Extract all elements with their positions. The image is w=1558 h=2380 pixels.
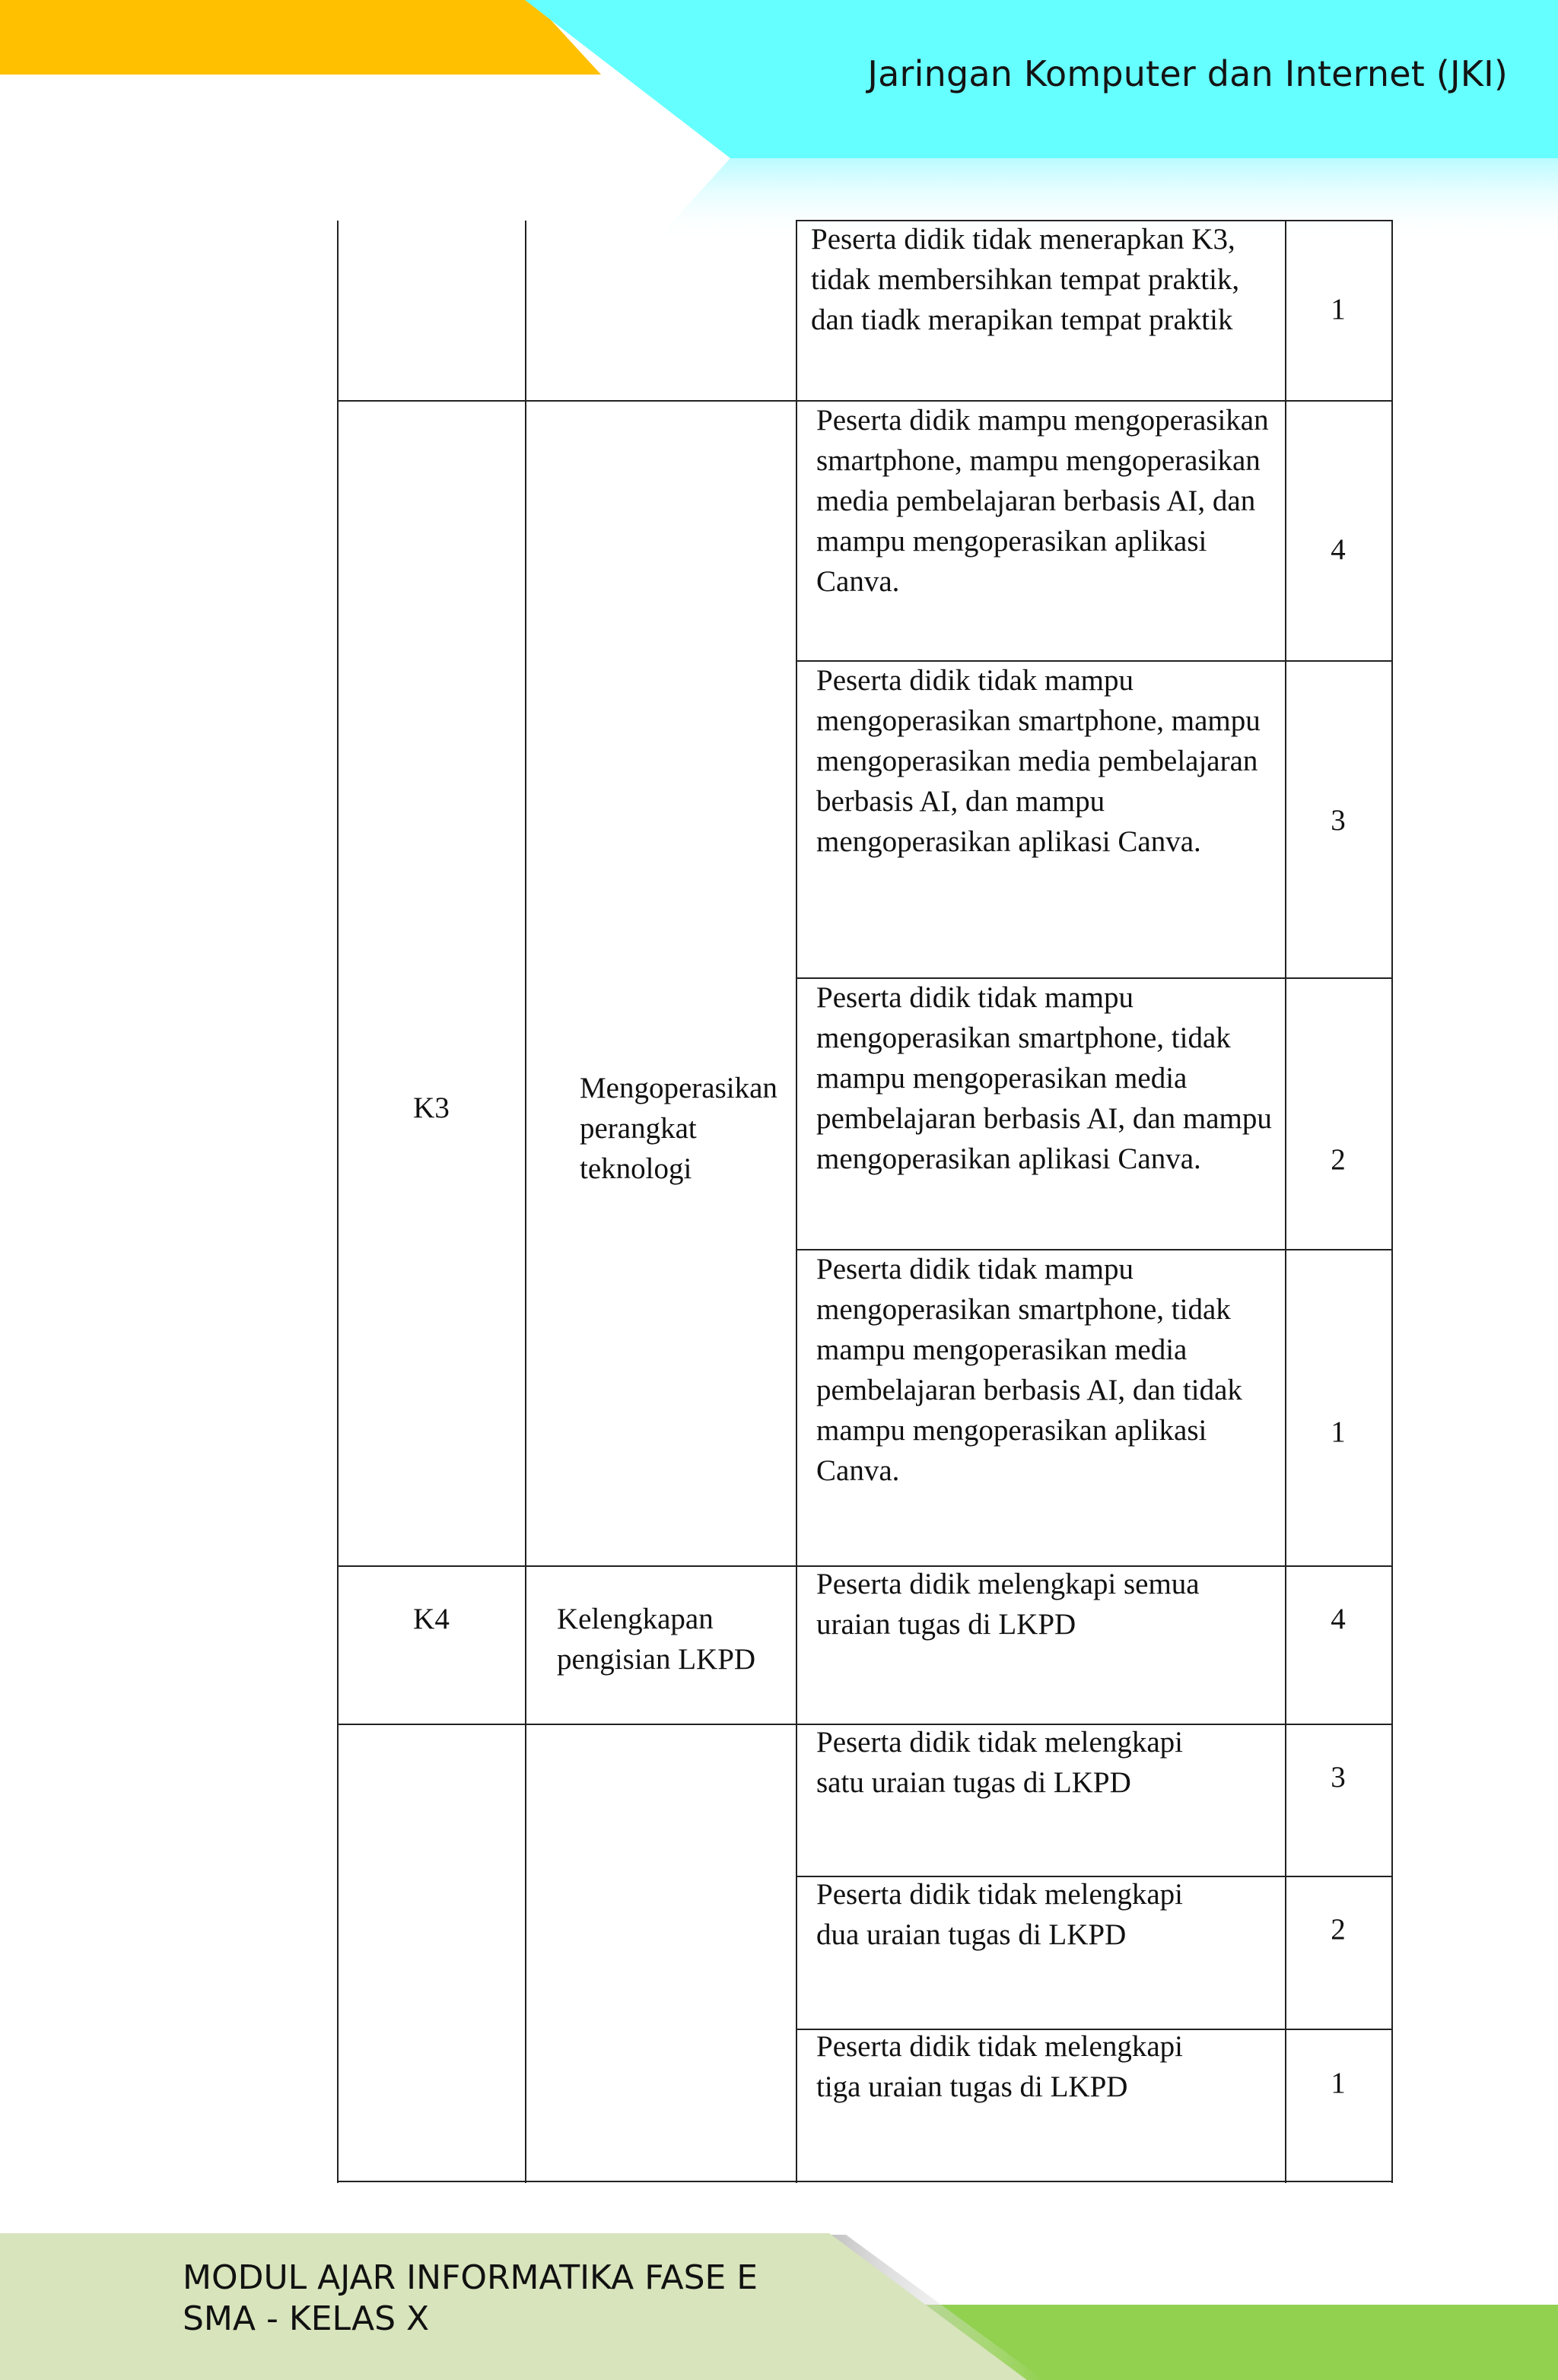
k4-level-1-score: 1: [1331, 2067, 1346, 2099]
k4-level-3-description: Peserta didik tidak melengkapi satu uraian tugas di LKPD: [816, 1726, 1183, 1799]
k4-level-4-description: Peserta didik melengkapi semua uraian tugas di LKPD: [816, 1568, 1200, 1641]
k3-level-2-score: 2: [1331, 1143, 1346, 1176]
k4-level-3-score: 3: [1331, 1761, 1346, 1794]
k4-level-2-description: Peserta didik tidak melengkapi dua uraian tugas di LKPD: [816, 1878, 1183, 1951]
footer-line-2: SMA - KELAS X: [183, 2299, 430, 2338]
k3-criteria: Mengoperasikan perangkat teknologi: [580, 1072, 777, 1185]
table-col-line-5: [1391, 221, 1393, 2183]
k4-level-4-score: 4: [1331, 1603, 1346, 1635]
k3-code: K3: [413, 1091, 450, 1124]
k3-level-2-description: Peserta didik tidak mampu mengoperasikan smartphone, tidak mampu mengoperasikan media pembelajaran berbasis AI, dan mampu mengoperasikan aplikasi Canva.: [816, 981, 1272, 1175]
k3-level-3-description: Peserta didik tidak mampu mengoperasikan smartphone, mampu mengoperasikan media pembelajaran berbasis AI, dan mampu mengoperasikan aplikasi Canva.: [816, 664, 1261, 858]
table-col-line-2: [525, 221, 526, 2183]
row0-score: 1: [1331, 293, 1346, 326]
k4-level-1-description: Peserta didik tidak melengkapi tiga uraian tugas di LKPD: [816, 2030, 1183, 2103]
k4-criteria: Kelengkapan pengisian LKPD: [557, 1603, 756, 1676]
table-col-line-1: [337, 221, 339, 2183]
footer-module-label: [183, 2258, 758, 2340]
k4-level-2-score: 2: [1331, 1913, 1346, 1946]
k3-level-4-score: 4: [1331, 533, 1346, 566]
header-title: Jaringan Komputer dan Internet (JKI): [867, 53, 1508, 94]
row0-description: Peserta didik tidak menerapkan K3, tidak membersihkan tempat praktik, dan tiadk merapikan tempat praktik: [811, 223, 1240, 336]
k3-level-3-score: 3: [1331, 804, 1346, 837]
table-col-line-3: [796, 221, 797, 2183]
table-row-line-bottom: [337, 2181, 1393, 2182]
k4-code: K4: [413, 1603, 450, 1635]
k3-level-1-score: 1: [1331, 1416, 1346, 1448]
footer-line-1: MODUL AJAR INFORMATIKA FASE E: [183, 2258, 758, 2297]
k3-level-4-description: Peserta didik mampu mengoperasikan smartphone, mampu mengoperasikan media pembelajaran berbasis AI, dan mampu mengoperasikan aplikasi Canva.: [816, 404, 1269, 598]
table-col-line-4: [1285, 221, 1286, 2183]
k3-level-1-description: Peserta didik tidak mampu mengoperasikan smartphone, tidak mampu mengoperasikan media pembelajaran berbasis AI, dan tidak mampu mengoperasikan aplikasi Canva.: [816, 1253, 1242, 1487]
